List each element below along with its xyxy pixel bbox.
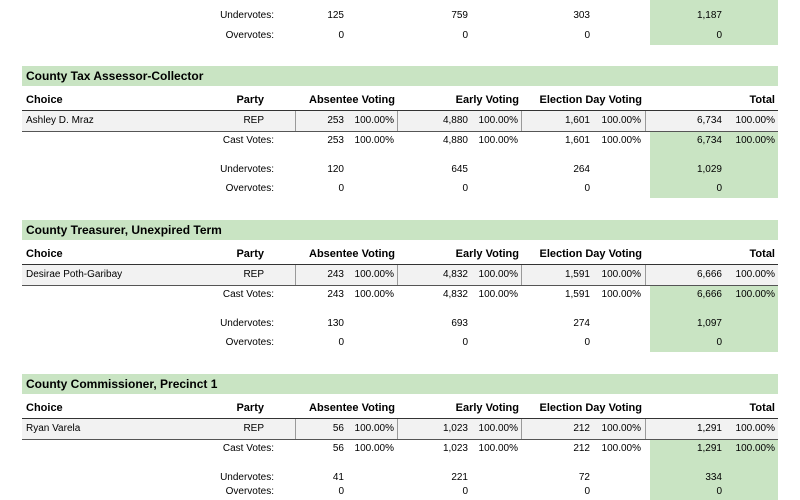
overvotes-total: 0 (716, 183, 722, 194)
total-votes: 6,734 (696, 135, 722, 146)
undervotes-row (0, 314, 800, 334)
early-votes: 4,880 (442, 135, 468, 146)
absentee-header: Absentee Voting (309, 94, 395, 106)
early-votes: 1,023 (442, 423, 468, 434)
total-pct: 100.00% (735, 423, 775, 434)
early-header: Early Voting (455, 94, 519, 106)
overvotes-row (0, 333, 800, 353)
total-header: Total (749, 94, 775, 106)
election-day-pct: 100.00% (601, 289, 641, 300)
election-day-votes: 1,601 (564, 135, 590, 146)
overvotes-label: Overvotes: (225, 183, 274, 194)
overvotes-early: 0 (462, 30, 468, 41)
cast-votes-label: Cast Votes: (222, 289, 274, 300)
election-day-votes: 1,601 (564, 115, 590, 126)
early-header: Early Voting (455, 248, 519, 260)
election-day-header: Election Day Voting (539, 402, 642, 414)
absentee-header: Absentee Voting (309, 248, 395, 260)
absentee-pct: 100.00% (354, 443, 394, 454)
total-votes: 1,291 (696, 443, 722, 454)
absentee-votes: 243 (327, 289, 344, 300)
overvotes-election-day: 0 (584, 30, 590, 41)
election-day-header: Election Day Voting (539, 248, 642, 260)
overvotes-election-day: 0 (584, 337, 590, 348)
overvotes-election-day: 0 (584, 183, 590, 194)
total-header: Total (749, 248, 775, 260)
total-votes: 6,734 (696, 115, 722, 126)
election-day-pct: 100.00% (601, 423, 641, 434)
undervotes-label: Undervotes: (220, 318, 274, 329)
total-pct: 100.00% (735, 269, 775, 280)
candidate-row (0, 111, 800, 131)
total-pct: 100.00% (735, 135, 775, 146)
overvotes-row (0, 26, 800, 46)
total-header: Total (749, 402, 775, 414)
candidate-party: REP (243, 269, 264, 280)
undervotes-election-day: 274 (573, 318, 590, 329)
overvotes-label: Overvotes: (225, 30, 274, 41)
overvotes-early: 0 (462, 183, 468, 194)
early-pct: 100.00% (478, 115, 518, 126)
undervotes-absentee: 130 (327, 318, 344, 329)
overvotes-absentee: 0 (338, 183, 344, 194)
overvotes-early: 0 (462, 486, 468, 497)
undervotes-label: Undervotes: (220, 10, 274, 21)
total-pct: 100.00% (735, 289, 775, 300)
race-title-bar (22, 66, 778, 86)
column-header-row (22, 398, 778, 419)
election-day-pct: 100.00% (601, 443, 641, 454)
absentee-votes: 253 (327, 115, 344, 126)
candidate-name: Ashley D. Mraz (26, 115, 94, 126)
undervotes-label: Undervotes: (220, 164, 274, 175)
election-day-votes: 1,591 (564, 289, 590, 300)
early-votes: 1,023 (442, 443, 468, 454)
cast-votes-row (0, 131, 800, 151)
total-votes: 1,291 (696, 423, 722, 434)
early-votes: 4,880 (442, 115, 468, 126)
election-day-votes: 212 (573, 443, 590, 454)
absentee-votes: 56 (332, 443, 344, 454)
absentee-votes: 56 (332, 423, 344, 434)
absentee-pct: 100.00% (354, 289, 394, 300)
undervotes-election-day: 264 (573, 164, 590, 175)
undervotes-early: 693 (451, 318, 468, 329)
race-title-bar (22, 374, 778, 394)
race-title: County Commissioner, Precinct 1 (26, 377, 218, 391)
overvotes-label: Overvotes: (225, 337, 274, 348)
overvotes-total: 0 (716, 30, 722, 41)
cast-votes-row (0, 285, 800, 305)
undervotes-early: 759 (451, 10, 468, 21)
choice-header: Choice (26, 402, 63, 414)
early-pct: 100.00% (478, 269, 518, 280)
overvotes-absentee: 0 (338, 30, 344, 41)
election-day-header: Election Day Voting (539, 94, 642, 106)
undervotes-total: 1,097 (696, 318, 722, 329)
undervotes-absentee: 120 (327, 164, 344, 175)
cast-votes-label: Cast Votes: (222, 443, 274, 454)
undervotes-absentee: 125 (327, 10, 344, 21)
overvotes-total: 0 (716, 486, 722, 497)
undervotes-early: 221 (451, 472, 468, 483)
undervotes-row (0, 6, 800, 26)
total-pct: 100.00% (735, 443, 775, 454)
candidate-name: Ryan Varela (26, 423, 81, 434)
absentee-header: Absentee Voting (309, 402, 395, 414)
early-pct: 100.00% (478, 135, 518, 146)
overvotes-label: Overvotes: (225, 486, 274, 497)
absentee-votes: 253 (327, 135, 344, 146)
undervotes-label: Undervotes: (220, 472, 274, 483)
undervotes-early: 645 (451, 164, 468, 175)
party-header: Party (236, 402, 264, 414)
election-day-pct: 100.00% (601, 269, 641, 280)
total-votes: 6,666 (696, 289, 722, 300)
overvotes-election-day: 0 (584, 486, 590, 497)
undervotes-election-day: 303 (573, 10, 590, 21)
early-header: Early Voting (455, 402, 519, 414)
party-header: Party (236, 248, 264, 260)
election-day-pct: 100.00% (601, 135, 641, 146)
race-title: County Tax Assessor-Collector (26, 69, 204, 83)
candidate-party: REP (243, 115, 264, 126)
candidate-name: Desirae Poth-Garibay (26, 269, 123, 280)
overvotes-absentee: 0 (338, 486, 344, 497)
choice-header: Choice (26, 94, 63, 106)
undervotes-absentee: 41 (332, 472, 344, 483)
early-votes: 4,832 (442, 289, 468, 300)
undervotes-total: 334 (705, 472, 722, 483)
race-title: County Treasurer, Unexpired Term (26, 223, 222, 237)
election-day-votes: 1,591 (564, 269, 590, 280)
election-day-pct: 100.00% (601, 115, 641, 126)
party-header: Party (236, 94, 264, 106)
overvotes-row (0, 179, 800, 199)
absentee-pct: 100.00% (354, 269, 394, 280)
candidate-row (0, 265, 800, 285)
absentee-pct: 100.00% (354, 135, 394, 146)
total-votes: 6,666 (696, 269, 722, 280)
election-day-votes: 212 (573, 423, 590, 434)
total-pct: 100.00% (735, 115, 775, 126)
early-pct: 100.00% (478, 289, 518, 300)
choice-header: Choice (26, 248, 63, 260)
race-title-bar (22, 220, 778, 240)
absentee-pct: 100.00% (354, 423, 394, 434)
cast-votes-label: Cast Votes: (222, 135, 274, 146)
overvotes-absentee: 0 (338, 337, 344, 348)
undervotes-total: 1,187 (696, 10, 722, 21)
overvotes-row (0, 484, 800, 500)
undervotes-total: 1,029 (696, 164, 722, 175)
cast-votes-row (0, 439, 800, 459)
undervotes-election-day: 72 (578, 472, 590, 483)
early-pct: 100.00% (478, 443, 518, 454)
overvotes-early: 0 (462, 337, 468, 348)
absentee-pct: 100.00% (354, 115, 394, 126)
overvotes-total: 0 (716, 337, 722, 348)
candidate-row (0, 419, 800, 439)
early-pct: 100.00% (478, 423, 518, 434)
early-votes: 4,832 (442, 269, 468, 280)
absentee-votes: 243 (327, 269, 344, 280)
undervotes-row (0, 160, 800, 180)
column-header-row (22, 244, 778, 265)
candidate-party: REP (243, 423, 264, 434)
column-header-row (22, 90, 778, 111)
